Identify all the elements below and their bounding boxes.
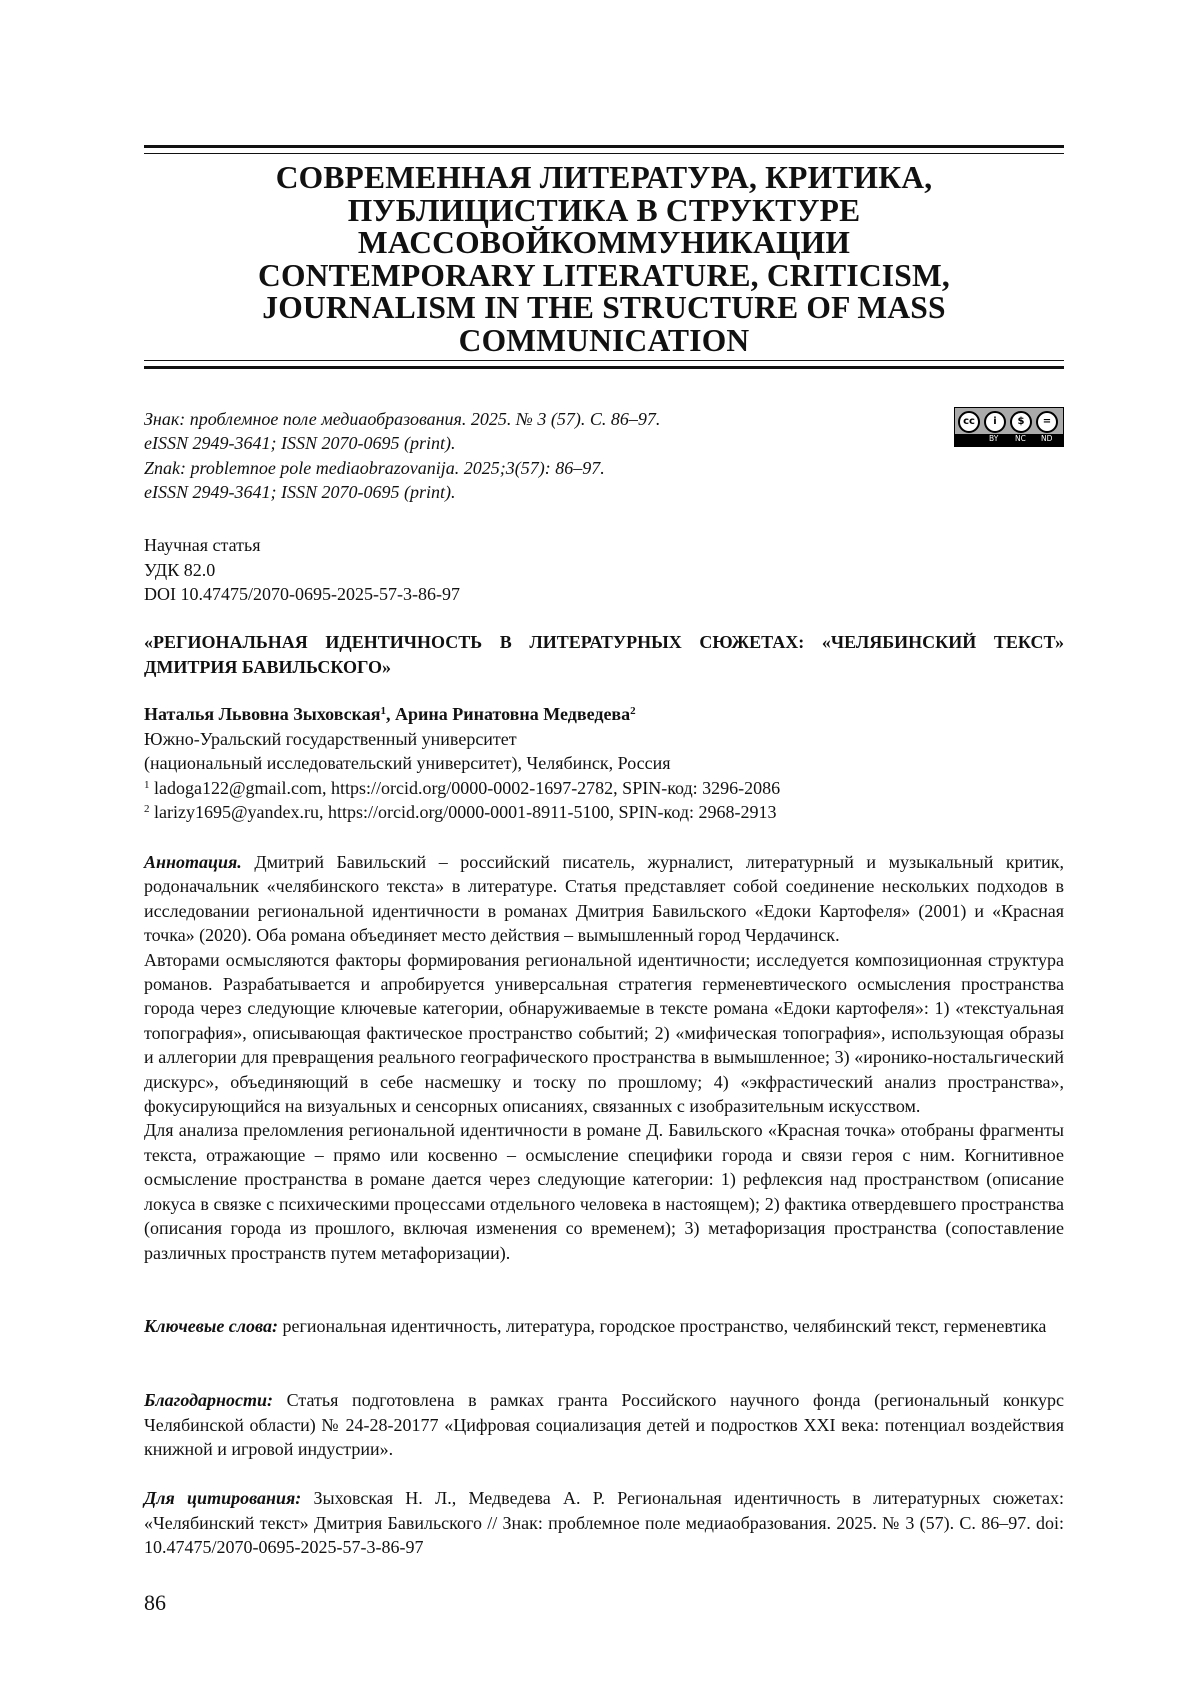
section-title-line: JOURNALISM IN THE STRUCTURE OF MASS <box>262 290 946 325</box>
section-title-line: СОВРЕМЕННАЯ ЛИТЕРАТУРА, КРИТИКА, <box>275 160 933 195</box>
abstract-text-1: Дмитрий Бавильский – российский писатель, журналист, литературный и музыкальный критик, родоначальник «челябинского текста» в литературе. Статья представляет собой соединение нескольких подходов в исследовании региональной идентичности в романах Дмитрия Бавильского «Едоки Картофеля» (2001) и «Красная точка» (2020). Оба романа объединяет место действия – вымышленный город Чердачинск. <box>144 852 1064 946</box>
section-title-line: CONTEMPORARY LITERATURE, CRITICISM, <box>258 257 950 293</box>
authors-block <box>144 702 1064 825</box>
contact-2 <box>144 800 1064 825</box>
cc-license-badge <box>954 407 1064 447</box>
affiliation-line: Южно-Уральский государственный университет <box>144 728 517 749</box>
journal-line: Знак: проблемное поле медиаобразования. 2025. № 3 (57). С. 86–97. <box>144 409 661 429</box>
abstract-paragraph-3: Для анализа преломления региональной идентичности в романе Д. Бавильского «Красная точка» отобраны фрагменты текста, отражающие – прямо или косвенно – осмысление специфики города и связи героя с ним. Когнитивное осмысление пространства в романе дается через следующие категории: 1) рефлексия над пространством (описание локуса в связке с психическими процессами отдельного человека в настоящем); 2) фактика отвердевшего пространства (описания города из прошлого, включая изменения со временем); 3) метафоризация пространства (сопоставление различных пространств путем метафоризации). <box>144 1120 1064 1263</box>
udk: УДК 82.0 <box>144 559 216 580</box>
article-meta <box>144 533 460 607</box>
nd-icon: = <box>1036 411 1058 433</box>
citation-text: Зыховская Н. Л., Медведева А. Р. Региональная идентичность в литературных сюжетах: «Челябинский текст» Дмитрия Бавильского // Знак: проблемное поле медиаобразования. 2025. № 3 (57). С. 86–97. doi: 10.47475/2070-0695-2025-57-3-86-97 <box>144 1488 1065 1557</box>
section-title-line: МАССОВОЙКОММУНИКАЦИИ <box>357 225 851 260</box>
title-rule-thick <box>144 366 1064 369</box>
keywords-label: Ключевые слова: <box>144 1316 278 1336</box>
journal-line: eISSN 2949-3641; ISSN 2070-0695 (print). <box>144 433 456 454</box>
author-1-sup: 1 <box>380 705 386 717</box>
citation <box>144 1486 1064 1560</box>
header-rule-thick <box>144 145 1064 148</box>
journal-info <box>144 407 844 504</box>
cc-icon: cc <box>958 411 980 433</box>
contact-2-sup: 2 <box>144 803 150 815</box>
article-title: «РЕГИОНАЛЬНАЯ ИДЕНТИЧНОСТЬ В ЛИТЕРАТУРНЫХ СЮЖЕТАХ: «ЧЕЛЯБИНСКИЙ ТЕКСТ» ДМИТРИЯ БАВИЛЬСКОГО» <box>144 632 1064 677</box>
keywords <box>144 1314 1064 1339</box>
acknowledgements-label: Благодарности: <box>144 1390 273 1410</box>
author-2-sup: 2 <box>630 705 636 717</box>
author-2: Арина Ринатовна Медведева <box>394 704 631 724</box>
contact-1-text: ladoga122@gmail.com, https://orcid.org/0000-0002-1697-2782, SPIN-код: 3296-2086 <box>149 777 781 798</box>
author-names <box>144 702 1064 727</box>
citation-label: Для цитирования: <box>144 1488 302 1508</box>
abstract <box>144 850 1064 1265</box>
section-title <box>144 162 1064 357</box>
by-label: BY <box>989 434 999 443</box>
title-rule-thin <box>144 360 1064 361</box>
page-number: 86 <box>144 1590 166 1615</box>
nc-icon: $ <box>1010 411 1032 433</box>
contact-2-text: larizy1695@yandex.ru, https://orcid.org/0000-0001-8911-5100, SPIN-код: 2968-2913 <box>149 802 777 822</box>
keywords-text: региональная идентичность, литература, городское пространство, челябинский текст, герменевтика <box>277 1316 1047 1336</box>
affiliation-line: (национальный исследовательский университет), Челябинск, Россия <box>144 753 671 773</box>
acknowledgements-text: Статья подготовлена в рамках гранта Российского научного фонда (региональный конкурс Челябинской области) № 24-28-20177 «Цифровая социализация детей и подростков XXI века: потенциал воздействия книжной и игровой индустрии». <box>144 1390 1064 1459</box>
by-icon: i <box>984 411 1006 433</box>
acknowledgements <box>144 1388 1064 1462</box>
contact-1 <box>144 776 1064 801</box>
article-type: Научная статья <box>144 535 261 555</box>
section-title-line: COMMUNICATION <box>458 322 750 358</box>
doi: DOI 10.47475/2070-0695-2025-57-3-86-97 <box>144 584 460 604</box>
contact-1-sup: 1 <box>144 778 150 791</box>
journal-line: Znak: problemnoe pole mediaobrazovanija. 2025;3(57): 86–97. <box>144 457 605 478</box>
abstract-label: Аннотация. <box>144 852 242 872</box>
author-separator: , <box>385 704 395 724</box>
nc-label: NC <box>1015 434 1026 443</box>
abstract-paragraph-1 <box>144 850 1064 948</box>
section-title-line: ПУБЛИЦИСТИКА В СТРУКТУРЕ <box>347 192 861 228</box>
author-1: Наталья Львовна Зыховская <box>144 704 381 724</box>
journal-line: eISSN 2949-3641; ISSN 2070-0695 (print). <box>144 481 456 502</box>
nd-label: ND <box>1041 434 1053 443</box>
abstract-paragraph-2: Авторами осмысляются факторы формирования региональной идентичности; исследуется композиционная структура романов. Разрабатывается и апробируется универсальная стратегия герменевтического осмысления пространства города через следующие ключевые категории, обнаруживаемые в тексте романа «Едоки картофеля»: 1) «текстуальная топография», описывающая фактическое пространство событий; 2) «мифическая топография», использующая образы и аллегории для превращения реального географического пространства в вымышленное; 3) «иронико-ностальгический дискурс», объединяющий в себе насмешку и тоску по прошлому; 4) «экфрастический анализ пространства», фокусирующийся на визуальных и сенсорных описаниях, связанных с изобразительным искусством. <box>144 949 1064 1117</box>
header-rule-thin <box>144 153 1064 154</box>
